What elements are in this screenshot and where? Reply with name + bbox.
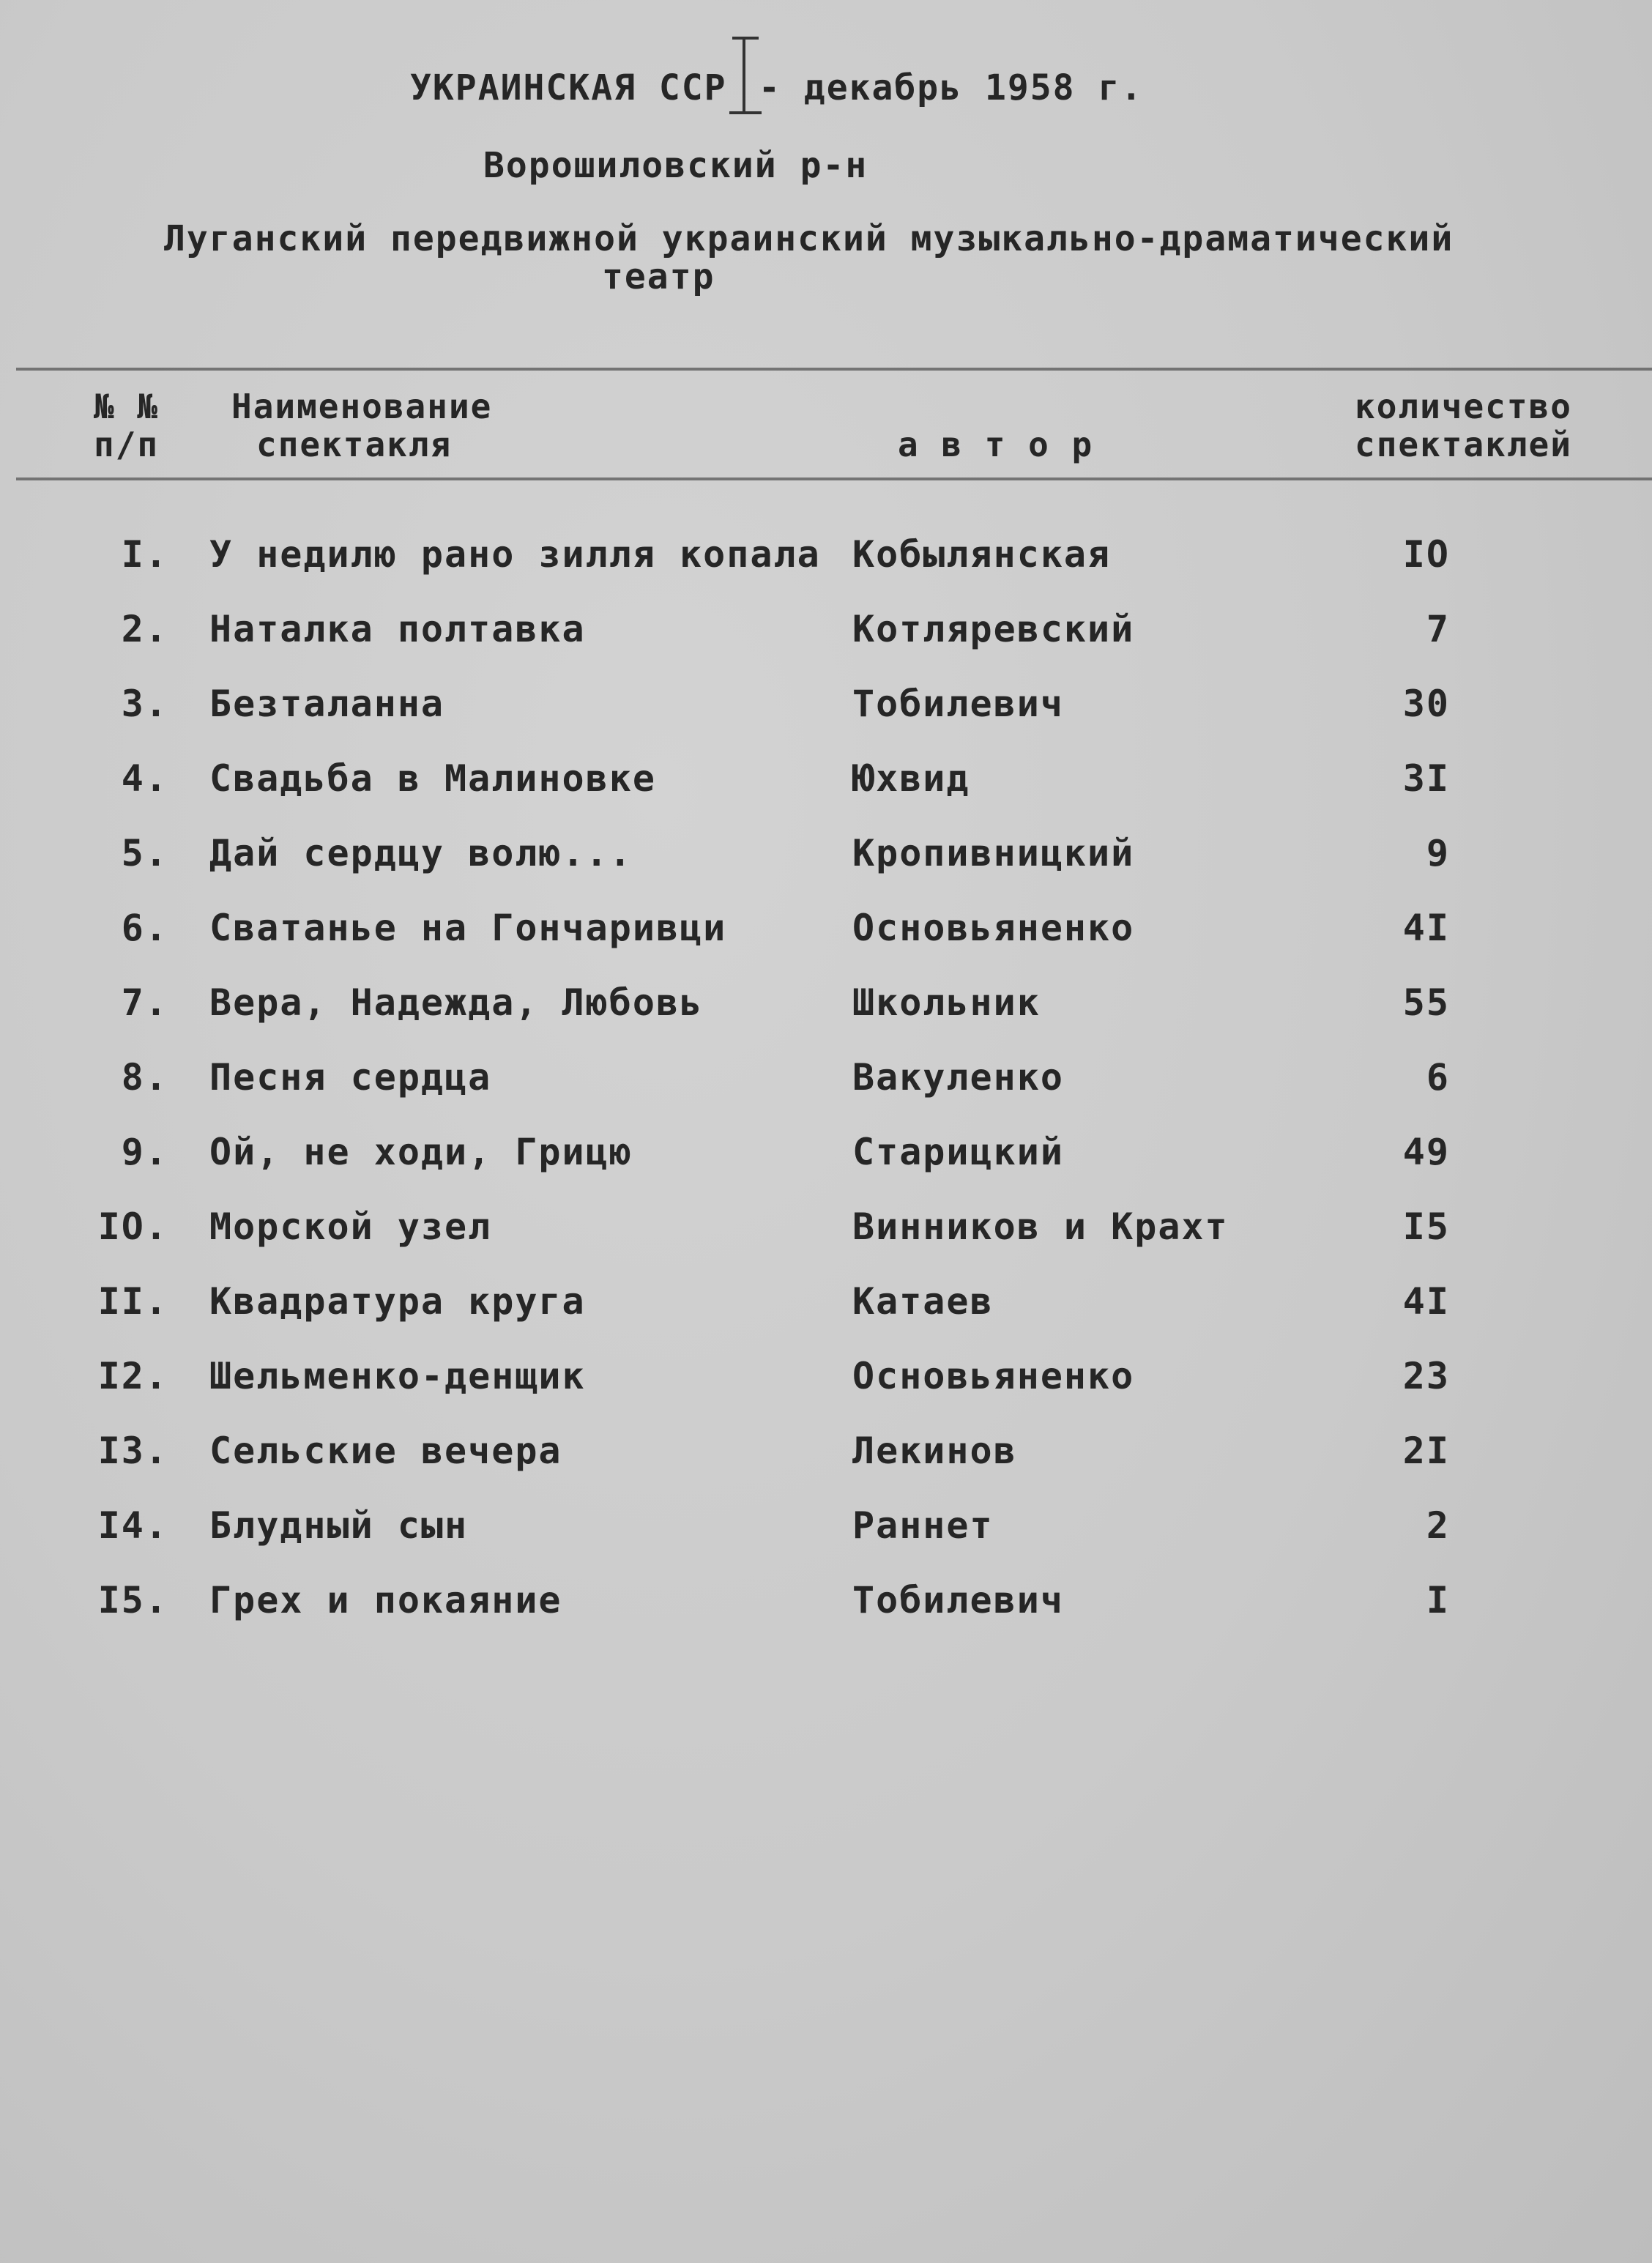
table-row [0, 1280, 1652, 1324]
performance-count: 2 [1426, 1504, 1450, 1547]
row-number: 3. [121, 683, 168, 725]
performance-count: 9 [1426, 832, 1450, 874]
performance-count: 30 [1402, 683, 1450, 725]
document-date: - декабрь 1958 г. [759, 67, 1144, 108]
performance-author: Тобилевич [852, 1579, 1064, 1621]
performance-title: Сватанье на Гончаривци [209, 907, 727, 949]
table-row [0, 757, 1652, 801]
performance-author: Тобилевич [852, 683, 1064, 725]
performance-title: Безталанна [209, 683, 445, 725]
performance-count: 55 [1402, 981, 1450, 1024]
column-header-count-line1: количество [1355, 387, 1572, 426]
row-number: I4. [97, 1504, 168, 1547]
handwritten-mark-bottom [729, 111, 762, 114]
table-row [0, 533, 1652, 577]
performance-author: Раннет [852, 1504, 994, 1547]
table-row [0, 1131, 1652, 1175]
performance-count: 4I [1402, 1280, 1450, 1323]
table-row [0, 1504, 1652, 1548]
performance-author: Винников и Крахт [852, 1205, 1229, 1248]
performance-title: Вера, Надежда, Любовь [209, 981, 704, 1024]
performance-author: Старицкий [852, 1131, 1064, 1173]
row-number: I. [121, 533, 168, 576]
performance-title: У недилю рано зилля копала [209, 533, 821, 576]
table-row [0, 1205, 1652, 1249]
performance-author: Основьяненко [852, 907, 1135, 949]
performance-author: Лекинов [852, 1430, 1017, 1472]
performance-count: 7 [1426, 608, 1450, 650]
table-row [0, 1355, 1652, 1399]
table-top-rule [16, 368, 1652, 371]
theatre-name-line1: Луганский передвижной украинский музыкально-драматический [164, 218, 1454, 259]
performance-title: Квадратура круга [209, 1280, 586, 1323]
column-header-title-line2: спектакля [256, 425, 453, 464]
handwritten-mark-top [732, 37, 759, 40]
performance-title: Песня сердца [209, 1056, 492, 1099]
performance-author: Котляревский [852, 608, 1135, 650]
column-header-num-line2: п/п [94, 425, 160, 464]
column-header-author: а в т о р [898, 425, 1094, 464]
row-number: II. [97, 1280, 168, 1323]
row-number: 7. [121, 981, 168, 1024]
row-number: IO. [97, 1205, 168, 1248]
handwritten-mark-vertical [743, 38, 745, 111]
performance-title: Сельские вечера [209, 1430, 562, 1472]
performance-count: 4I [1402, 907, 1450, 949]
table-row [0, 907, 1652, 951]
performance-author: Катаев [852, 1280, 994, 1323]
performance-count: 3I [1402, 757, 1450, 800]
performance-count: I5 [1402, 1205, 1450, 1248]
row-number: I2. [97, 1355, 168, 1397]
performance-title: Дай сердцу волю... [209, 832, 633, 874]
theatre-name-line2: театр [602, 256, 715, 297]
performance-count: IO [1402, 533, 1450, 576]
district-name: Ворошиловский р-н [483, 145, 868, 186]
table-row [0, 1579, 1652, 1623]
column-header-num-line1: № № [94, 387, 160, 426]
performance-title: Наталка полтавка [209, 608, 586, 650]
performance-count: I [1426, 1579, 1450, 1621]
performance-author: Юхвид [852, 757, 970, 800]
performance-title: Свадьба в Малиновке [209, 757, 656, 800]
column-header-count-line2: спектаклей [1355, 425, 1572, 464]
performance-count: 6 [1426, 1056, 1450, 1099]
performance-title: Ой, не ходи, Грицю [209, 1131, 633, 1173]
row-number: 9. [121, 1131, 168, 1173]
performance-title: Грех и покаяние [209, 1579, 562, 1621]
table-row [0, 683, 1652, 727]
performance-author: Кропивницкий [852, 832, 1135, 874]
performance-author: Кобылянская [852, 533, 1112, 576]
performance-author: Вакуленко [852, 1056, 1064, 1099]
row-number: 2. [121, 608, 168, 650]
column-header-title-line1: Наименование [231, 387, 493, 426]
table-row [0, 1430, 1652, 1474]
row-number: 8. [121, 1056, 168, 1099]
row-number: I3. [97, 1430, 168, 1472]
performance-title: Блудный сын [209, 1504, 469, 1547]
performance-count: 2I [1402, 1430, 1450, 1472]
performance-title: Шельменко-денщик [209, 1355, 586, 1397]
table-row [0, 1056, 1652, 1100]
table-row [0, 608, 1652, 652]
row-number: 5. [121, 832, 168, 874]
row-number: 6. [121, 907, 168, 949]
performance-count: 49 [1402, 1131, 1450, 1173]
performance-author: Школьник [852, 981, 1041, 1024]
republic-title: УКРАИНСКАЯ ССР [410, 67, 727, 108]
row-number: I5. [97, 1579, 168, 1621]
performance-count: 23 [1402, 1355, 1450, 1397]
performance-title: Морской узел [209, 1205, 492, 1248]
table-row [0, 832, 1652, 876]
performance-author: Основьяненко [852, 1355, 1135, 1397]
row-number: 4. [121, 757, 168, 800]
table-header-rule [16, 478, 1652, 480]
table-row [0, 981, 1652, 1025]
